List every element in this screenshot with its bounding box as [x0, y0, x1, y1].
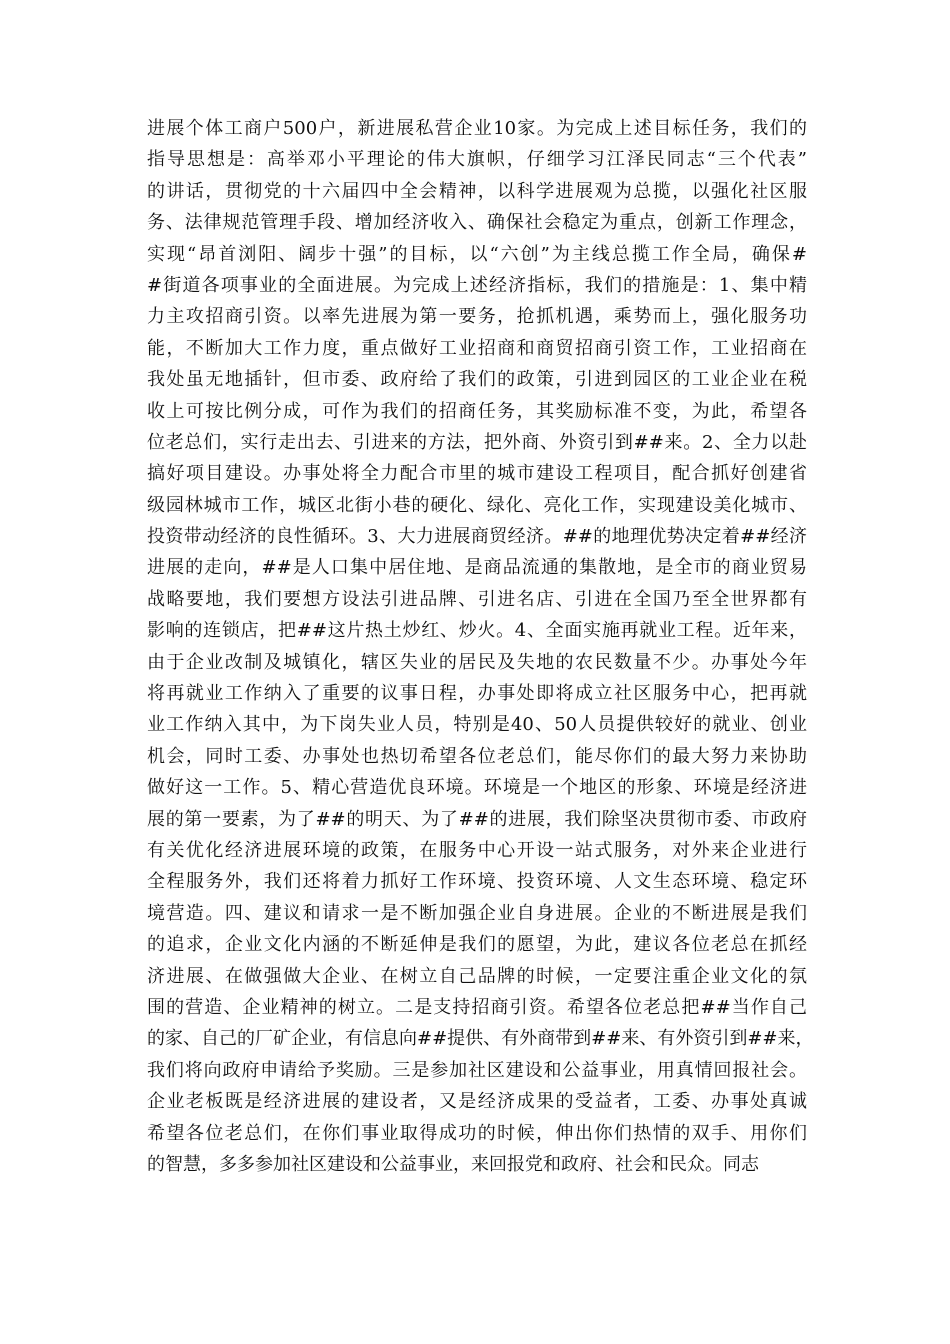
text-line: 实现“昂首浏阳、阔步十强”的目标，以“六创”为主线总揽工作全局，确保#: [147, 243, 807, 265]
text-line: 由于企业改制及城镇化，辖区失业的居民及失地的农民数量不少。办事处今年: [147, 651, 807, 673]
text-line: 的讲话，贯彻党的十六届四中全会精神，以科学进展观为总揽，以强化社区服: [147, 180, 807, 202]
text-line: 务、法律规范管理手段、增加经济收入、确保社会稳定为重点，创新工作理念，: [147, 212, 807, 234]
text-line: 影响的连锁店，把##这片热土炒红、炒火。4、全面实施再就业工程。近年来，: [147, 620, 807, 642]
text-line: 业工作纳入其中，为下岗失业人员，特别是40、50人员提供较好的就业、创业: [147, 714, 807, 736]
text-line: 有关优化经济进展环境的政策，在服务中心开设一站式服务，对外来企业进行: [147, 839, 807, 861]
text-line: 境营造。四、建议和请求一是不断加强企业自身进展。企业的不断进展是我们: [147, 902, 807, 924]
text-line: 收上可按比例分成，可作为我们的招商任务，其奖励标准不变，为此，希望各: [147, 400, 807, 422]
body-text: [147, 113, 814, 1180]
text-line: 的智慧，多多参加社区建设和公益事业，来回报党和政府、社会和民众。同志: [147, 1153, 759, 1175]
text-line: 进展个体工商户500户，新进展私营企业10家。为完成上述目标任务，我们的: [147, 118, 807, 139]
text-line: 进展的走向，##是人口集中居住地、是商品流通的集散地，是全市的商业贸易: [147, 557, 807, 579]
text-line: 能，不断加大工作力度，重点做好工业招商和商贸招商引资工作，工业招商在: [147, 337, 807, 359]
text-line: 全程服务外，我们还将着力抓好工作环境、投资环境、人文生态环境、稳定环: [147, 871, 807, 893]
text-line: 希望各位老总们，在你们事业取得成功的时候，伸出你们热情的双手、用你们: [147, 1122, 807, 1144]
text-line: 投资带动经济的良性循环。3、大力进展商贸经济。##的地理优势决定着##经济: [147, 526, 807, 548]
text-line: 将再就业工作纳入了重要的议事日程，办事处即将成立社区服务中心，把再就: [147, 683, 807, 705]
text-line: 指导思想是：高举邓小平理论的伟大旗帜，仔细学习江泽民同志“三个代表”: [147, 149, 807, 171]
text-line: 展的第一要素，为了##的明天、为了##的进展，我们除坚决贯彻市委、市政府: [147, 808, 807, 830]
text-line: 企业老板既是经济进展的建设者，又是经济成果的受益者，工委、办事处真诚: [147, 1091, 807, 1113]
text-line: 做好这一工作。5、精心营造优良环境。环境是一个地区的形象、环境是经济进: [147, 777, 807, 799]
text-line: 级园林城市工作，城区北街小巷的硬化、绿化、亮化工作，实现建设美化城市、: [147, 494, 807, 516]
text-line: 的追求，企业文化内涵的不断延伸是我们的愿望，为此，建议各位老总在抓经: [147, 934, 807, 956]
text-line: 位老总们，实行走出去、引进来的方法，把外商、外资引到##来。2、全力以赴: [147, 431, 807, 453]
text-line: 我处虽无地插针，但市委、政府给了我们的政策，引进到园区的工业企业在税: [147, 369, 807, 391]
text-line: 济进展、在做强做大企业、在树立自己品牌的时候，一定要注重企业文化的氛: [147, 965, 807, 987]
text-line: #街道各项事业的全面进展。为完成上述经济指标，我们的措施是：1、集中精: [147, 274, 807, 296]
text-line: 围的营造、企业精神的树立。二是支持招商引资。希望各位老总把##当作自己: [147, 996, 807, 1018]
text-line: 机会，同时工委、办事处也热切希望各位老总们，能尽你们的最大努力来协助: [147, 745, 807, 767]
text-line: 搞好项目建设。办事处将全力配合市里的城市建设工程项目，配合抓好创建省: [147, 463, 807, 485]
text-line: 战略要地，我们要想方设法引进品牌、引进名店、引进在全国乃至全世界都有: [147, 588, 807, 610]
text-line: 的家、自己的厂矿企业，有信息向##提供、有外商带到##来、有外资引到##来，: [147, 1028, 814, 1050]
text-line: 我们将向政府申请给予奖励。三是参加社区建设和公益事业，用真情回报社会。: [147, 1059, 807, 1081]
text-line: 力主攻招商引资。以率先进展为第一要务，抢抓机遇，乘势而上，强化服务功: [147, 306, 807, 328]
